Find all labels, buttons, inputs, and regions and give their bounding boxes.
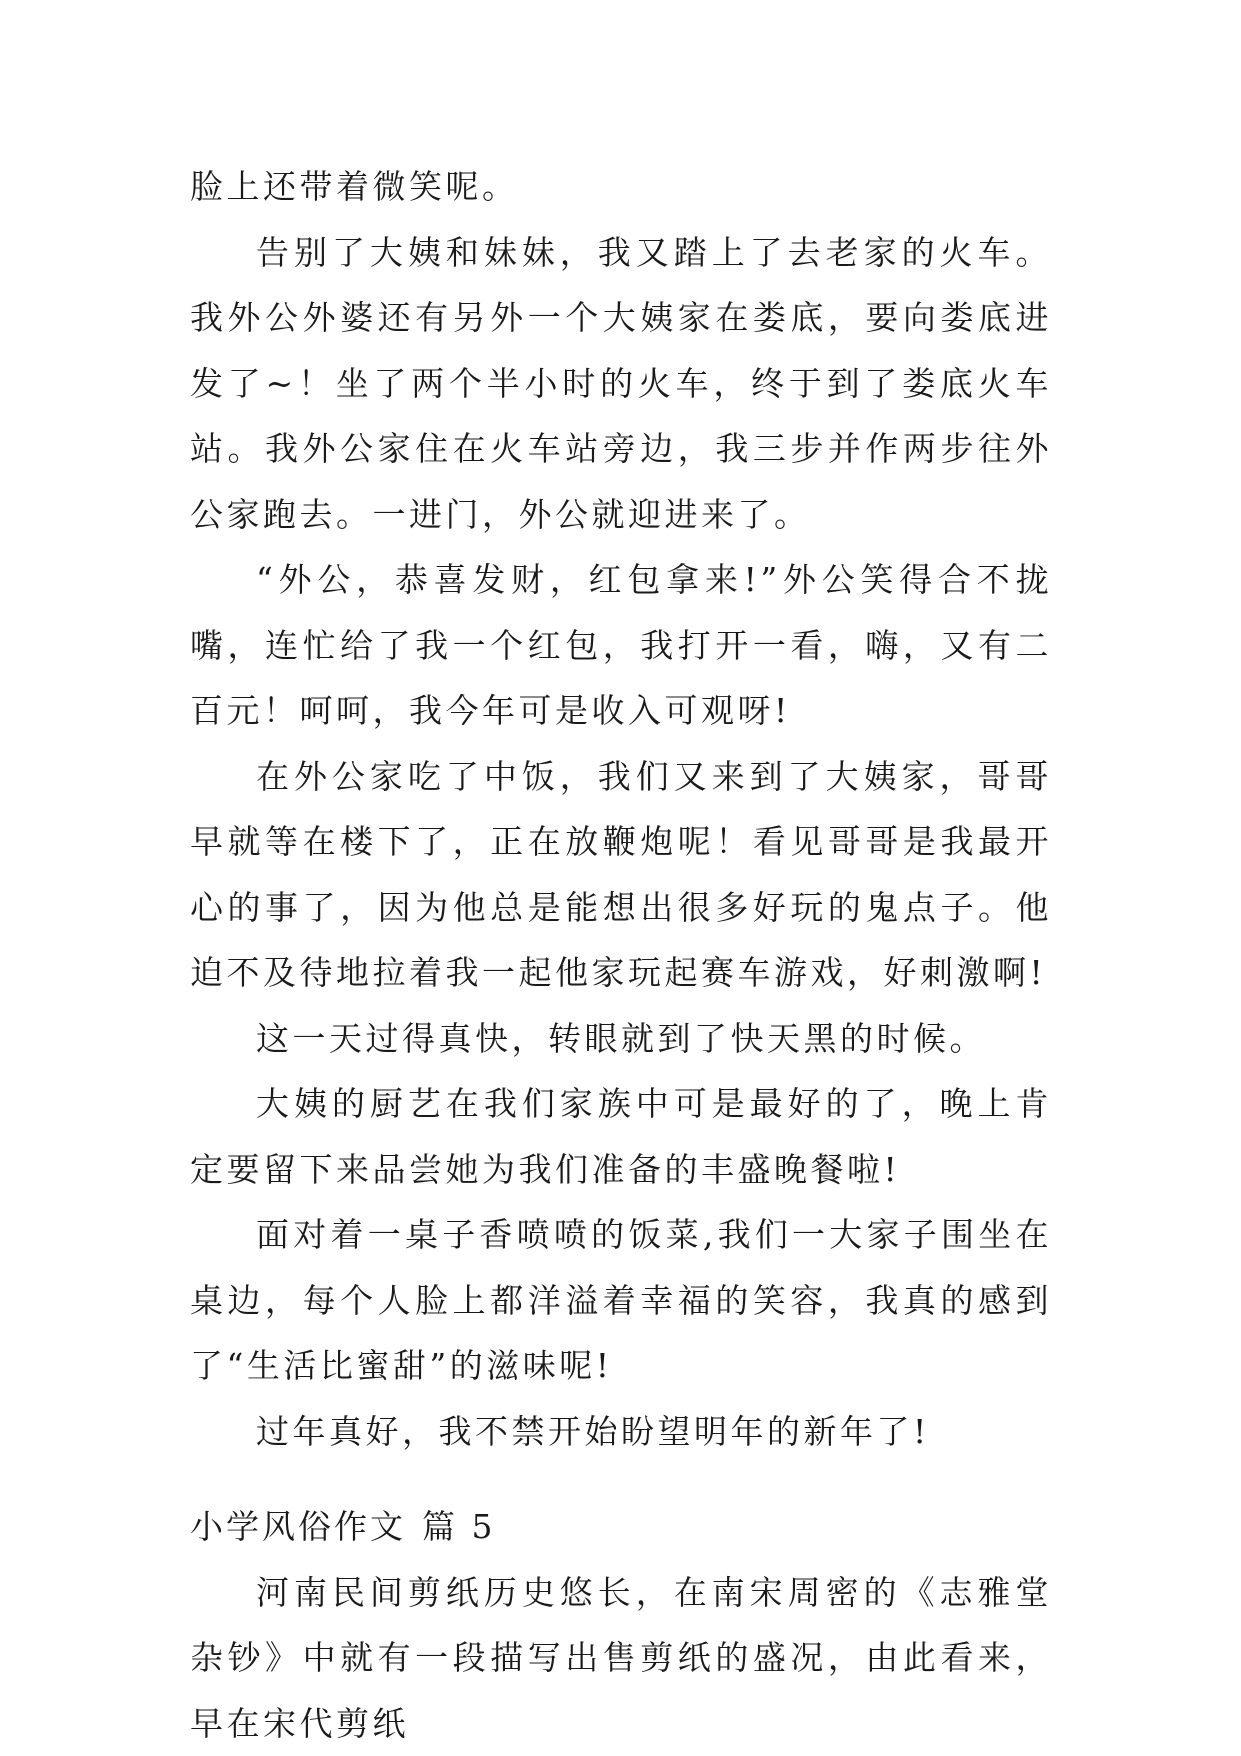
paragraph: 告别了大姨和妹妹，我又踏上了去老家的火车。我外公外婆还有另外一个大姨家在娄底，要向娄底进发了~！坐了两个半小时的火车，终于到了娄底火车站。我外公家住在火车站旁边，我三步并作两步往外公家跑去。一进门，外公就迎进来了。 xyxy=(190,220,1052,548)
section-number: 篇 5 xyxy=(422,1507,496,1546)
paragraph-continuation: 脸上还带着微笑呢。 xyxy=(190,154,1052,220)
section-title: 小学风俗作文 xyxy=(190,1507,406,1546)
paragraph: 过年真好，我不禁开始盼望明年的新年了! xyxy=(190,1399,1052,1465)
document-body xyxy=(190,154,1052,1756)
paragraph: 这一天过得真快，转眼就到了快天黑的时候。 xyxy=(190,1006,1052,1072)
paragraph: 在外公家吃了中饭，我们又来到了大姨家，哥哥早就等在楼下了，正在放鞭炮呢！看见哥哥是我最开心的事了，因为他总是能想出很多好玩的鬼点子。他迫不及待地拉着我一起他家玩起赛车游戏，好刺激啊! xyxy=(190,744,1052,1006)
paragraph: “外公，恭喜发财，红包拿来!”外公笑得合不拢嘴，连忙给了我一个红包，我打开一看，嗨，又有二百元！呵呵，我今年可是收入可观呀! xyxy=(190,547,1052,744)
paragraph: 河南民间剪纸历史悠长，在南宋周密的《志雅堂杂钞》中就有一段描写出售剪纸的盛况，由此看来，早在宋代剪纸 xyxy=(190,1560,1052,1756)
paragraph: 面对着一桌子香喷喷的饭菜,我们一大家子围坐在桌边，每个人脸上都洋溢着幸福的笑容，我真的感到了“生活比蜜甜”的滋味呢! xyxy=(190,1202,1052,1399)
paragraph: 大姨的厨艺在我们家族中可是最好的了，晚上肯定要留下来品尝她为我们准备的丰盛晚餐啦! xyxy=(190,1071,1052,1202)
section-heading xyxy=(190,1494,1052,1560)
